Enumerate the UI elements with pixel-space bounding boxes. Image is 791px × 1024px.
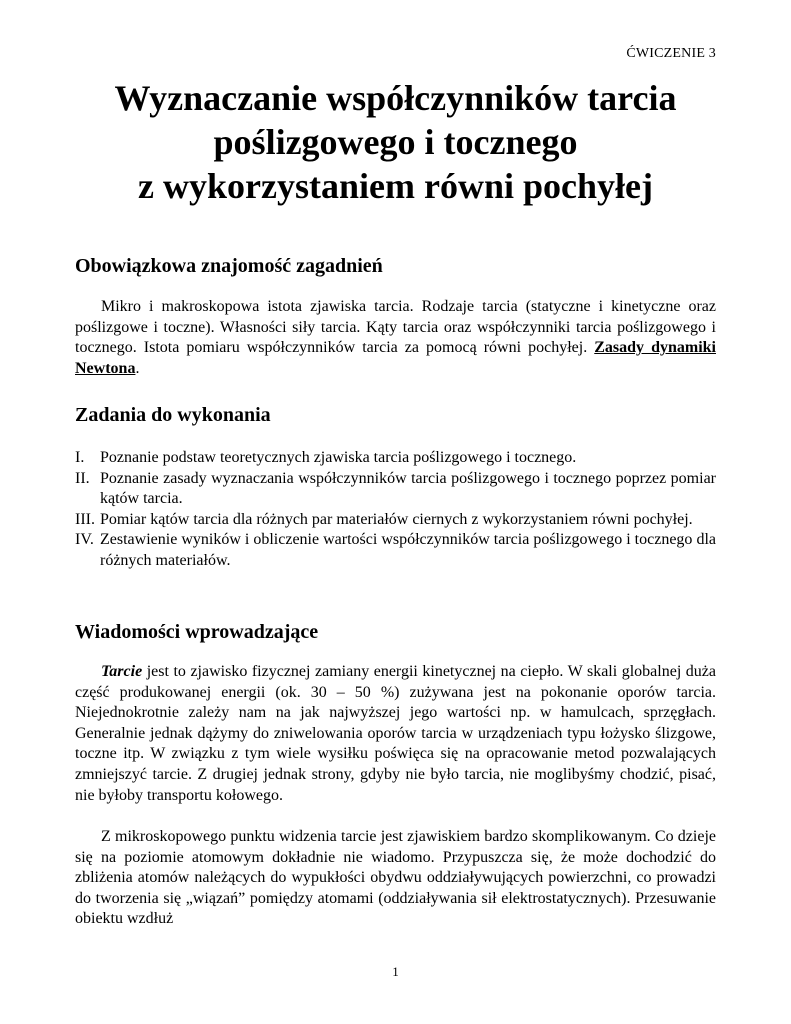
list-item <box>75 448 716 469</box>
section-heading-tasks: Zadania do wykonania <box>75 404 271 426</box>
list-item <box>75 510 716 531</box>
section-heading-required-knowledge: Obowiązkowa znajomość zagadnień <box>75 255 383 277</box>
task-text: Zestawienie wyników i obliczenie wartości współczynników tarcia poślizgowego i tocznego dla różnych materiałów. <box>100 531 716 569</box>
title-line-1: Wyznaczanie współczynników tarcia <box>114 78 677 118</box>
task-list <box>75 448 716 572</box>
introduction-paragraph-1 <box>75 662 716 806</box>
task-text: Poznanie podstaw teoretycznych zjawiska tarcia poślizgowego i tocznego. <box>100 449 577 466</box>
friction-term: Tarcie <box>101 663 143 680</box>
introduction-paragraph-2: Z mikroskopowego punktu widzenia tarcie jest zjawiskiem bardzo skomplikowanym. Co dzieje się na poziomie atomowym dokładnie nie wiadomo. Przypuszcza się, że może dochodzić do zbliżenia atomów należących do wypukłości obydwu oddziaływujących powierzchni, co prowadzi do tworzenia się „wiązań” pomiędzy atomami (oddziaływania sił elektrostatycznych). Przesuwanie obiektu wzdłuż <box>75 828 716 928</box>
required-knowledge-text: Mikro i makroskopowa istota zjawiska tarcia. Rodzaje tarcia (statyczne i kinetyczne oraz poślizgowe i toczne). Własności siły tarcia. Kąty tarcia oraz współczynniki tarcia poślizgowego i tocznego. Istota pomiaru współczynników tarcia za pomocą równi pochyłej. <box>75 298 716 357</box>
list-item <box>75 530 716 571</box>
page-number: 1 <box>392 964 399 979</box>
newton-laws-link[interactable]: Zasady dynamiki Newtona <box>75 339 717 377</box>
required-knowledge-period: . <box>135 359 140 377</box>
task-text: Pomiar kątów tarcia dla różnych par materiałów ciernych z wykorzystaniem równi pochyłej. <box>100 510 693 528</box>
task-number: I. <box>75 449 85 466</box>
task-number: IV. <box>75 531 94 549</box>
required-knowledge-paragraph <box>75 297 716 379</box>
task-number: II. <box>75 469 90 487</box>
section-heading-introduction: Wiadomości wprowadzające <box>75 621 319 643</box>
list-item <box>75 469 716 510</box>
task-number: III. <box>75 510 95 528</box>
exercise-label: ĆWICZENIE 3 <box>626 46 716 61</box>
introduction-paragraph-1-text: jest to zjawisko fizycznej zamiany energii kinetycznej na ciepło. W skali globalnej duża część produkowanej energii (ok. 30 – 50 %) zużywana jest na pokonanie oporów tarcia. Niejednokrotnie zależy nam na jak najwyższej jego wartości np. w hamulcach, sprzęgłach. Generalnie jednak dążymy do zniwelowania oporów tarcia w urządzeniach typu łożysko ślizgowe, toczne itp. W związku z tym wiele wysiłku poświęca się na opracowanie metod pozwalających zmniejszyć tarcie. Z drugiej jednak strony, gdyby nie było tarcia, nie moglibyśmy chodzić, pisać, nie byłoby transportu kołowego. <box>75 663 716 804</box>
page-title <box>60 76 731 208</box>
title-line-3: z wykorzystaniem równi pochyłej <box>138 166 653 206</box>
title-line-2: poślizgowego i tocznego <box>213 122 578 162</box>
task-text: Poznanie zasady wyznaczania współczynników tarcia poślizgowego i tocznego poprzez pomiar kątów tarcia. <box>100 469 716 508</box>
